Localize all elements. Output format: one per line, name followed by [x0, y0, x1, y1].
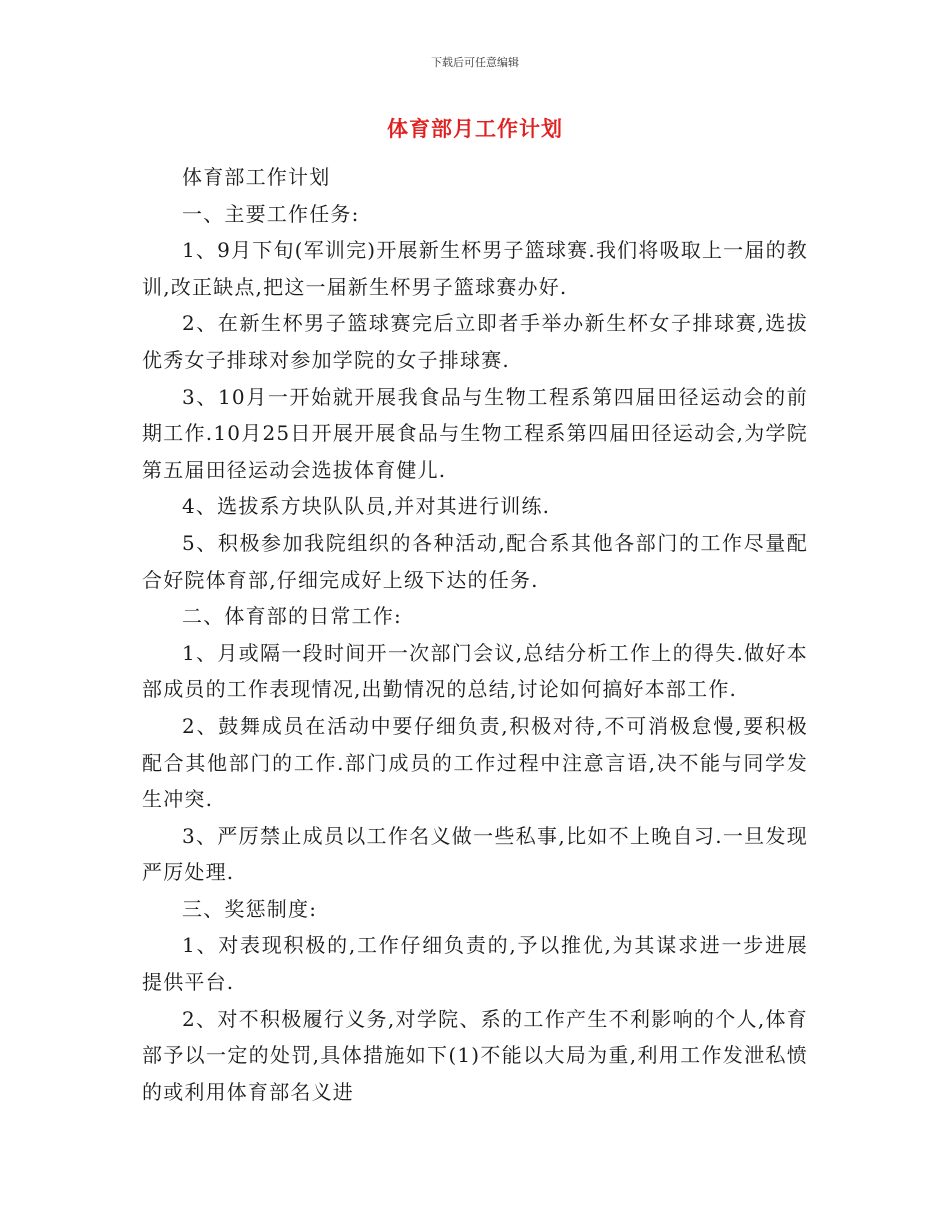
paragraph-daily-2: 2、鼓舞成员在活动中要仔细负责,积极对待,不可消极怠慢,要积极配合其他部门的工作.部门成员的工作过程中注意言语,决不能与同学发生冲突. — [142, 713, 808, 812]
section-heading-main-tasks: 一、主要工作任务: — [182, 201, 360, 226]
paragraph-reward-2: 2、对不积极履行义务,对学院、系的工作产生不利影响的个人,体育部予以一定的处罚,具体措施如下(1)不能以大局为重,利用工作发泄私愤的或利用体育部名义进 — [142, 1006, 808, 1104]
paragraph-reward-1: 1、对表现积极的,工作仔细负责的,予以推优,为其谋求进一步进展提供平台. — [142, 933, 808, 995]
paragraph-task-2: 2、在新生杯男子篮球赛完后立即者手举办新生杯女子排球赛,选拔优秀女子排球对参加学院的女子排球赛. — [142, 311, 808, 372]
header-note: 下载后可任意编辑 — [431, 56, 519, 69]
document-title: 体育部月工作计划 — [387, 116, 563, 141]
paragraph-daily-1: 1、月或隔一段时间开一次部门会议,总结分析工作上的得失.做好本部成员的工作表现情况,出勤情况的总结,讨论如何搞好本部工作. — [142, 640, 808, 702]
section-heading-daily-work: 二、体育部的日常工作: — [182, 604, 402, 629]
paragraph-task-1: 1、9月下旬(军训完)开展新生杯男子篮球赛.我们将吸取上一届的教训,改正缺点,把这一届新生杯男子篮球赛办好. — [142, 238, 808, 299]
section-heading-rewards: 三、奖惩制度: — [182, 896, 318, 921]
paragraph-plan-heading: 体育部工作计划 — [182, 165, 331, 189]
paragraph-daily-3: 3、严厉禁止成员以工作名义做一些私事,比如不上晚自习.一旦发现严厉处理. — [142, 823, 808, 885]
paragraph-task-3: 3、10月一开始就开展我食品与生物工程系第四届田径运动会的前期工作.10月25日开展开展食品与生物工程系第四届田径运动会,为学院第五届田径运动会选拔体育健儿. — [142, 384, 808, 482]
paragraph-task-4: 4、选拔系方块队队员,并对其进行训练. — [182, 494, 551, 519]
paragraph-task-5: 5、积极参加我院组织的各种活动,配合系其他各部门的工作尽量配合好院体育部,仔细完成好上级下达的任务. — [142, 530, 808, 592]
document-body — [142, 159, 808, 1110]
